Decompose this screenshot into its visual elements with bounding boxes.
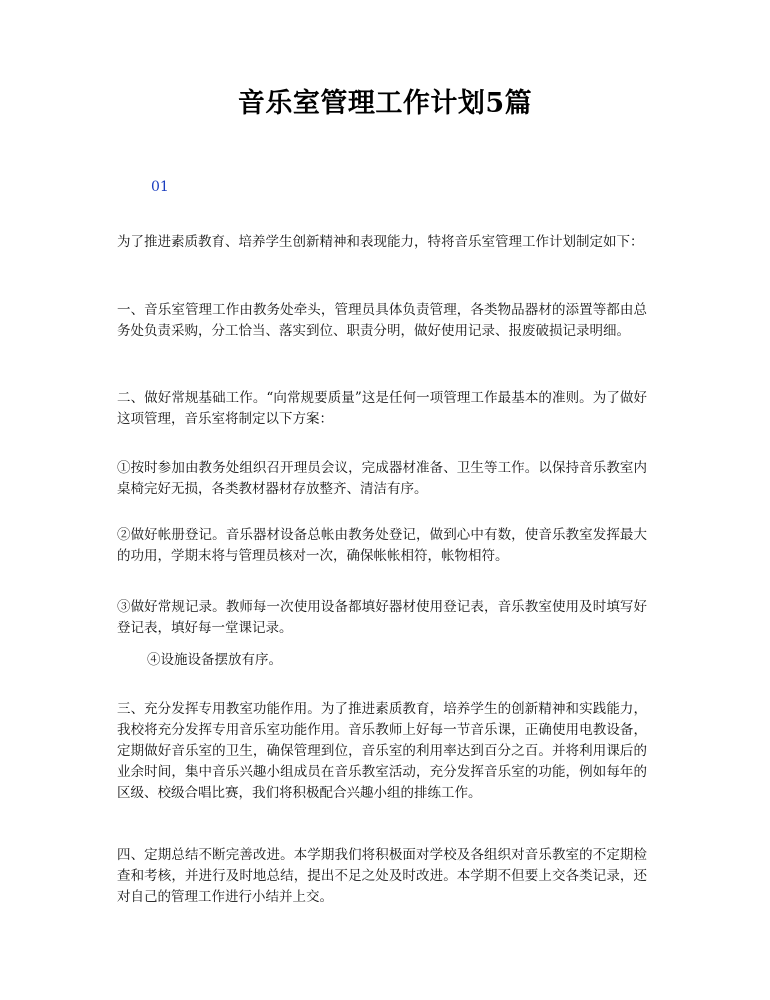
paragraph-item-2: 二、做好常规基础工作。“向常规要质量”这是任何一项管理工作最基本的准则。为了做好这项管理，音乐室将制定以下方案：	[117, 390, 647, 427]
section-number: 01	[151, 179, 169, 195]
paragraph-item-3: 三、充分发挥专用教室功能作用。为了推进素质教育，培养学生的创新精神和实践能力，我校将充分发挥专用音乐室功能作用。音乐教师上好每一节音乐课，正确使用电教设备，定期做好音乐室的卫生，确保管理到位，音乐室的利用率达到百分之百。并将利用课后的业余时间，集中音乐兴趣小组成员在音乐教室活动，充分发挥音乐室的功能，例如每年的区级、校级合唱比赛，我们将积极配合兴趣小组的排练工作。	[117, 701, 647, 801]
paragraph-subitem-1: ①按时参加由教务处组织召开理员会议，完成器材准备、卫生等工作。以保持音乐教室内桌椅完好无损，各类教材器材存放整齐、清洁有序。	[117, 460, 647, 497]
paragraph-subitem-3: ③做好常规记录。教师每一次使用设备都填好器材使用登记表，音乐教室使用及时填写好登记表，填好每一堂课记录。	[117, 599, 647, 636]
document-title: 音乐室管理工作计划5篇	[237, 88, 533, 119]
paragraph-subitem-2: ②做好帐册登记。音乐器材设备总帐由教务处登记，做到心中有数，使音乐教室发挥最大的功用，学期末将与管理员核对一次，确保帐帐相符，帐物相符。	[117, 527, 647, 564]
paragraph-subitem-4: ④设施设备摆放有序。	[147, 652, 282, 668]
paragraph-intro: 为了推进素质教育、培养学生创新精神和表现能力，特将音乐室管理工作计划制定如下：	[117, 234, 644, 250]
paragraph-item-4: 四、定期总结不断完善改进。本学期我们将积极面对学校及各组织对音乐教室的不定期检查和考核，并进行及时地总结，提出不足之处及时改进。本学期不但要上交各类记录，还对自己的管理工作进行小结并上交。	[117, 847, 647, 905]
paragraph-item-1: 一、音乐室管理工作由教务处牵头，管理员具体负责管理，各类物品器材的添置等都由总务处负责采购，分工恰当、落实到位、职责分明，做好使用记录、报废破损记录明细。	[117, 302, 647, 339]
